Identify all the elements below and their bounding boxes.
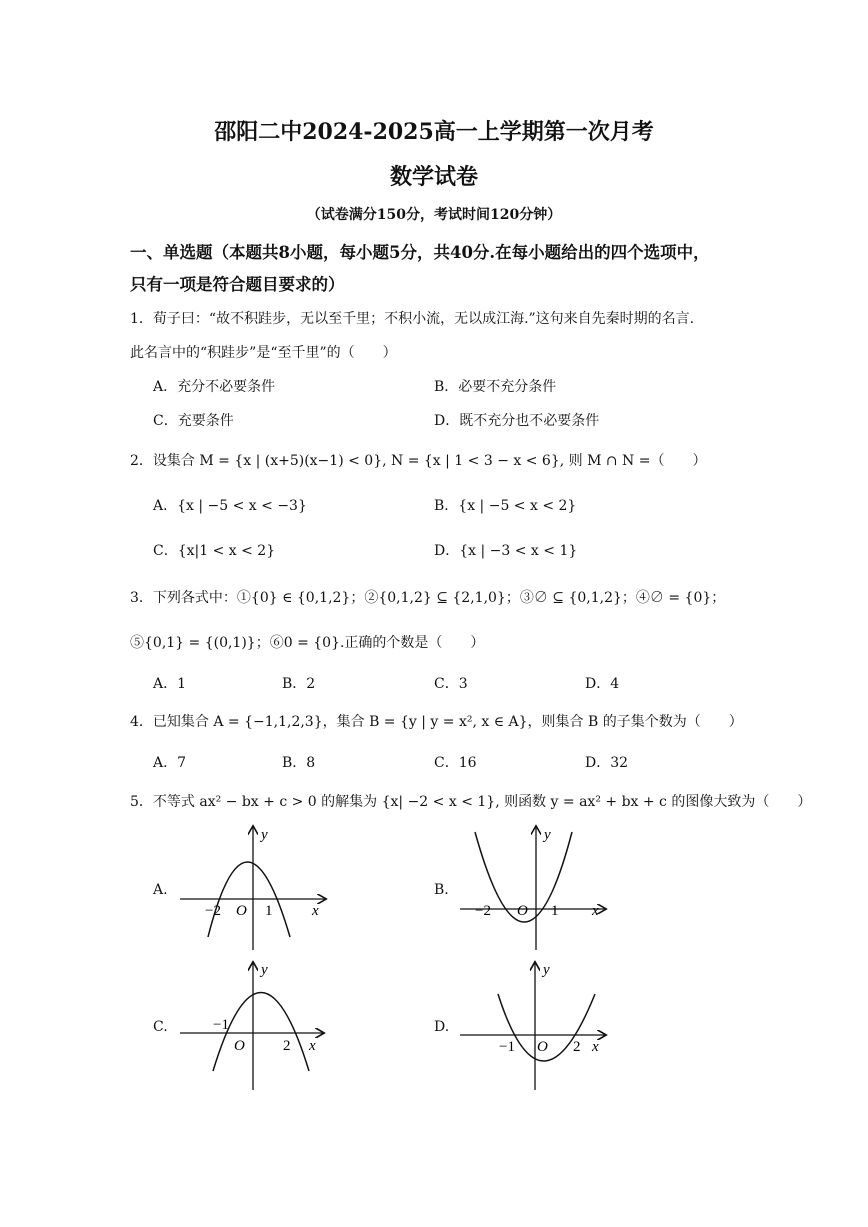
q1-option-b: B．必要不充分条件 [434, 379, 557, 395]
origin-label: O [234, 1038, 245, 1054]
q4-option-c: C．16 [434, 755, 477, 771]
origin-label: O [537, 1039, 548, 1055]
q2-option-d: D．{x | −3 < x < 1} [434, 543, 578, 559]
q3-option-c: C．3 [434, 676, 468, 692]
root-right-label: 2 [573, 1039, 581, 1055]
page-subtitle: 数学试卷 [389, 164, 478, 190]
q5-option-d-label: D. [434, 1019, 450, 1035]
q1-option-a: A．充分不必要条件 [153, 379, 276, 395]
question-2: 2．设集合 M = {x | (x+5)(x−1) < 0}, N = {x | 1 < 3 − x < 6}, 则 M ∩ N =（ ） [130, 453, 707, 469]
q5-option-c-label: C. [153, 1019, 168, 1035]
page-title: 邵阳二中2024-2025高一上学期第一次月考 [214, 119, 654, 145]
y-label: y [544, 827, 551, 843]
q4-option-a: A．7 [153, 755, 187, 771]
root-right-label: 1 [265, 903, 273, 919]
q3-option-b: B．2 [282, 676, 316, 692]
q1-option-c: C．充要条件 [153, 413, 234, 429]
question-1-line1: 1．荀子曰：“故不积跬步，无以至千里；不积小流，无以成江海.”这句来自先秦时期的名言. [130, 311, 695, 327]
root-left-label: −2 [475, 903, 491, 919]
root-right-label: 1 [551, 903, 559, 919]
exam-note: （试卷满分150分，考试时间120分钟） [306, 207, 562, 223]
y-label: y [261, 827, 268, 843]
section-heading-line1: 一、单选题（本题共8小题，每小题5分，共40分.在每小题给出的四个选项中， [130, 243, 710, 262]
question-5: 5．不等式 ax² − bx + c > 0 的解集为 {x| −2 < x < 1}, 则函数 y = ax² + bx + c 的图像大致为（ ） [130, 794, 812, 810]
x-label: x [592, 1039, 599, 1055]
question-1-line2: 此名言中的“积跬步”是“至千里”的（ ） [130, 345, 397, 361]
root-left-label: −1 [499, 1039, 515, 1055]
root-left-label: −2 [205, 903, 221, 919]
q3-option-d: D．4 [585, 676, 620, 692]
q2-option-c: C．{x|1 < x < 2} [153, 543, 276, 559]
q5-option-a-label: A. [153, 882, 168, 898]
origin-label: O [236, 903, 247, 919]
q1-option-d: D．既不充分也不必要条件 [434, 413, 600, 429]
question-3-line2: ⑤{0,1} = {(0,1)}；⑥0 = {0}.正确的个数是（ ） [130, 635, 485, 651]
question-4: 4．已知集合 A = {−1,1,2,3}，集合 B = {y | y = x², x ∈ A}，则集合 B 的子集个数为（ ） [130, 714, 743, 730]
root-left-label: −1 [213, 1017, 229, 1033]
y-label: y [261, 962, 268, 978]
origin-label: O [517, 903, 528, 919]
graph-b [455, 822, 615, 952]
x-label: x [312, 903, 319, 919]
q5-option-b-label: B. [434, 882, 449, 898]
q4-option-d: D．32 [585, 755, 629, 771]
root-right-label: 2 [283, 1038, 291, 1054]
y-label: y [543, 962, 550, 978]
x-label: x [309, 1038, 316, 1054]
q3-option-a: A．1 [153, 676, 187, 692]
graph-a [175, 822, 335, 952]
x-label: x [592, 903, 599, 919]
q2-option-b: B．{x | −5 < x < 2} [434, 498, 577, 514]
section-heading-line2: 只有一项是符合题目要求的） [130, 275, 345, 294]
q4-option-b: B．8 [282, 755, 316, 771]
question-3-line1: 3．下列各式中：①{0} ∈ {0,1,2}；②{0,1,2} ⊆ {2,1,0}；③∅ ⊆ {0,1,2}；④∅ = {0}； [130, 590, 726, 606]
graph-c [175, 958, 335, 1093]
q2-option-a: A．{x | −5 < x < −3} [153, 498, 307, 514]
graph-d [455, 958, 615, 1093]
